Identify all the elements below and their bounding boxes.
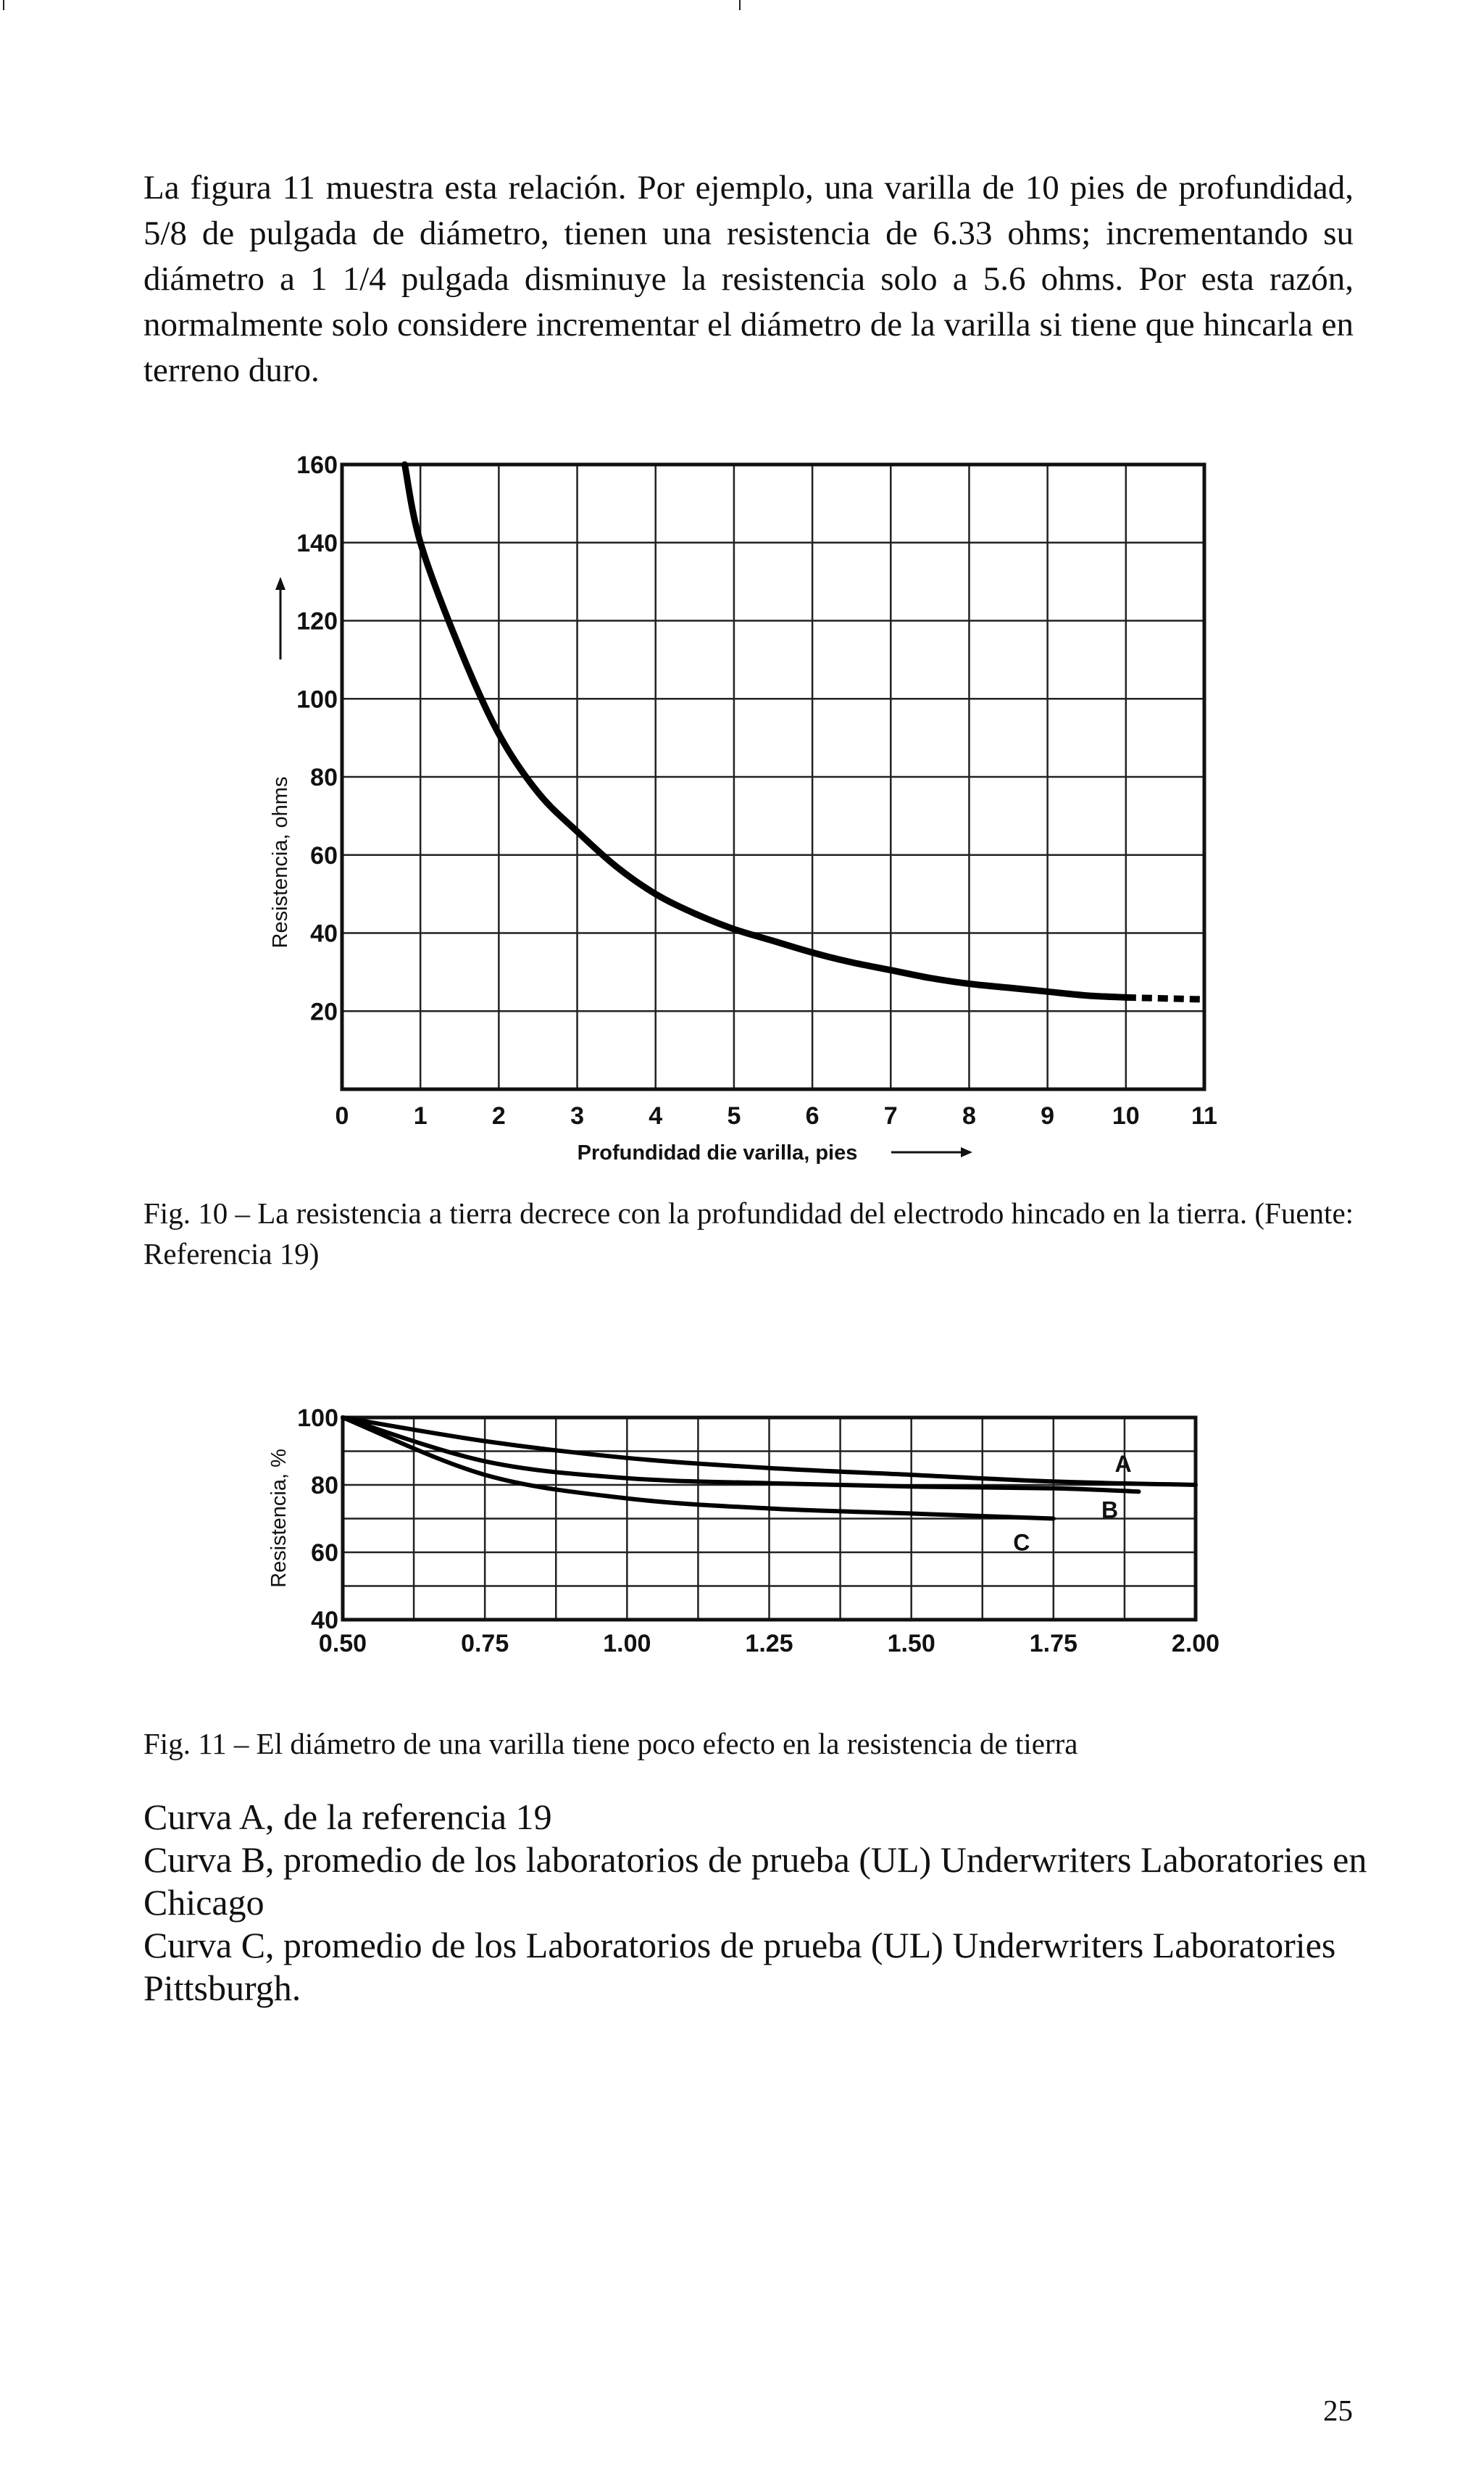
x-tick-label: 2 [491, 1102, 506, 1130]
x-tick-label: 9 [1041, 1102, 1055, 1130]
page-number: 25 [1323, 2394, 1353, 2427]
x-tick-label: 3 [570, 1102, 585, 1130]
y-tick-label: 60 [310, 841, 338, 870]
y-tick-label: 80 [310, 764, 338, 791]
fig10-chart [239, 442, 1254, 1181]
x-tick-label: 8 [962, 1102, 976, 1130]
curve-note-b: Curva B, promedio de los laboratorios de prueba (UL) Underwriters Laboratories en Chicago [143, 1839, 1367, 1923]
y-tick-label: 60 [311, 1539, 338, 1567]
x-tick-label: 11 [1191, 1102, 1217, 1130]
intro-paragraph: La figura 11 muestra esta relación. Por ejemplo, una varilla de 10 pies de profundidad, 5/8 de pulgada de diámetro, tienen una resistencia de 6.33 ohms; incrementando su diámetro a 1 1/4 pulgada disminuye la resistencia solo a 5.6 ohms. Por esta razón, normalmente solo considere incrementar el diámetro de la varilla si tiene que hincarla en terreno duro. [143, 169, 1354, 389]
y-tick-label: 40 [310, 920, 338, 948]
y-axis-label: Resistencia, ohms [269, 776, 292, 949]
y-tick-label: 160 [296, 451, 338, 479]
resistance-curve-extension [1126, 997, 1204, 999]
x-tick-label: 7 [883, 1102, 898, 1130]
fig11-caption: Fig. 11 – El diámetro de una varilla tiene poco efecto en la resistencia de tierra [143, 1727, 1078, 1760]
curve-notes [143, 1796, 1375, 2010]
x-tick-label: 0.75 [461, 1630, 509, 1657]
resistance-curve [405, 465, 1126, 997]
x-tick-label: 1.00 [603, 1630, 651, 1657]
curve-note-a: Curva A, de la referencia 19 [143, 1797, 552, 1837]
x-tick-label: 1.75 [1029, 1630, 1077, 1657]
curve-note-c: Curva C, promedio de los Laboratorios de prueba (UL) Underwriters Laboratories Pittsburgh. [143, 1925, 1336, 2008]
y-axis-arrow-head [275, 577, 285, 590]
y-tick-label: 140 [296, 529, 338, 557]
x-axis-label: Profundidad die varilla, pies [577, 1141, 858, 1165]
x-tick-label: 1.25 [745, 1630, 793, 1657]
scan-mark-center [739, 0, 741, 10]
x-tick-label: 1.50 [887, 1630, 935, 1657]
fig11-chart [261, 1388, 1275, 1678]
fig10-caption: Fig. 10 – La resistencia a tierra decrece con la profundidad del electrodo hincado en la tierra. (Fuente: Referencia 19) [143, 1196, 1354, 1270]
x-tick-label: 1 [413, 1102, 428, 1130]
x-tick-label: 2.00 [1171, 1630, 1220, 1657]
x-tick-label: 10 [1112, 1102, 1140, 1130]
x-axis-arrow-head [961, 1147, 972, 1157]
x-tick-label: 0 [335, 1102, 349, 1130]
y-tick-label: 120 [296, 607, 338, 636]
x-tick-label: 4 [649, 1102, 663, 1130]
x-tick-label: 0.50 [318, 1630, 367, 1657]
curve-label-a: A [1114, 1451, 1132, 1477]
x-tick-label: 5 [727, 1102, 741, 1130]
curve-label-b: B [1101, 1496, 1119, 1523]
x-tick-label: 6 [805, 1102, 820, 1130]
y-tick-label: 100 [297, 1404, 338, 1432]
scan-mark-left [3, 0, 4, 10]
y-tick-label: 20 [310, 998, 338, 1026]
y-tick-label: 80 [311, 1472, 338, 1499]
y-tick-label: 100 [296, 686, 338, 714]
y-axis-label: Resistencia, % [267, 1449, 291, 1588]
y-tick-label: 40 [311, 1607, 338, 1634]
curve-label-c: C [1013, 1529, 1030, 1556]
